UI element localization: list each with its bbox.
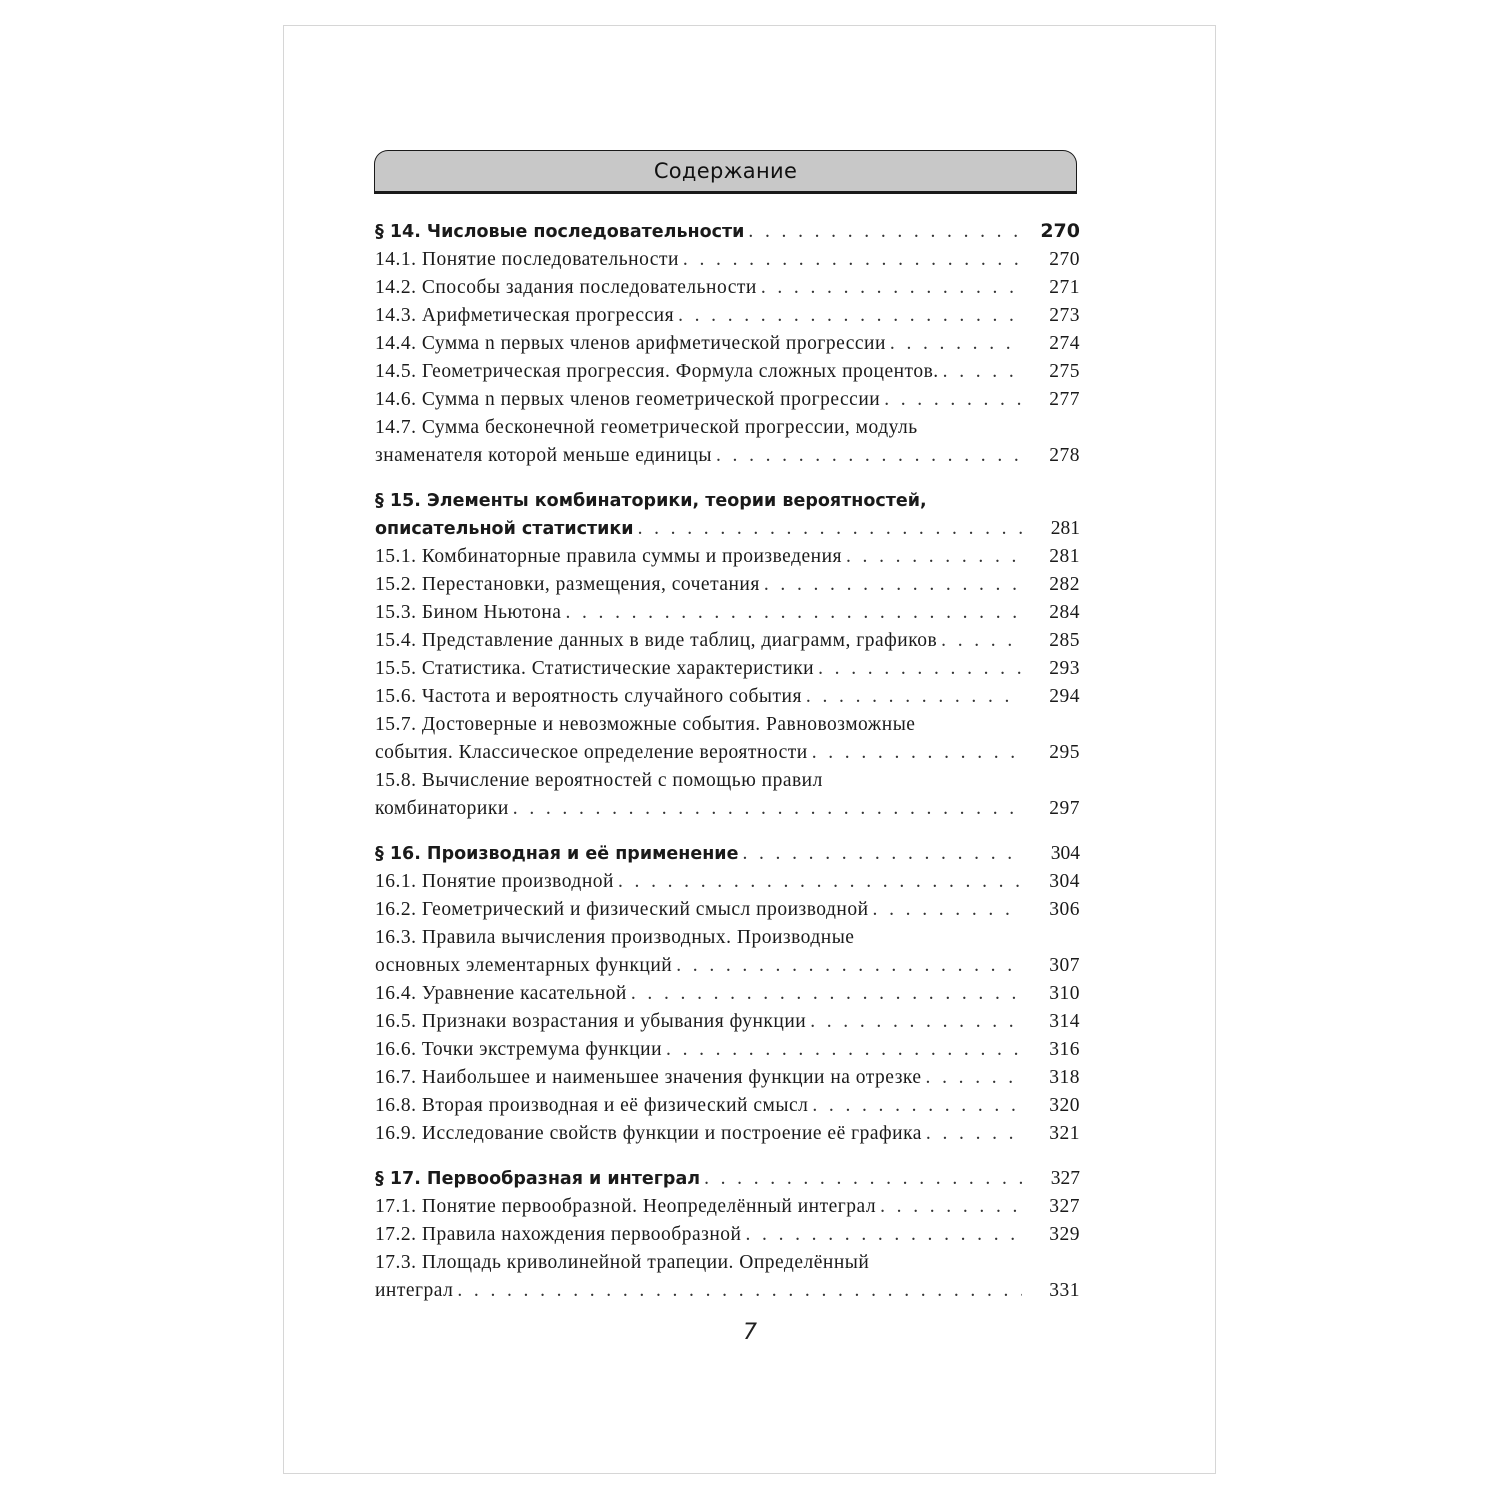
- dot-leader: [631, 980, 1022, 1008]
- entry-line: [375, 980, 1080, 1008]
- entry-title: 15.3. Бином Ньютона: [375, 602, 562, 623]
- entry-title: описательной статистики: [375, 519, 634, 539]
- dot-leader: [810, 1008, 1022, 1036]
- dot-leader: [638, 515, 1022, 543]
- entry-page-number: 331: [1049, 1280, 1080, 1301]
- toc-entry: [375, 1120, 1080, 1148]
- entry-page-number: 320: [1049, 1095, 1080, 1116]
- dot-leader: [457, 1277, 1022, 1305]
- toc-entry: [375, 302, 1080, 330]
- dot-leader: [846, 543, 1022, 571]
- entry-line: [375, 599, 1080, 627]
- entry-page-number: 327: [1049, 1196, 1080, 1217]
- entry-page-number: 285: [1049, 630, 1080, 651]
- toc-entry: [375, 1064, 1080, 1092]
- dot-leader: [565, 599, 1022, 627]
- entry-page-number: 316: [1049, 1039, 1080, 1060]
- entry-title-first-line: 15.8. Вычисление вероятностей с помощью правил: [375, 770, 823, 791]
- entry-page-number: 274: [1049, 333, 1080, 354]
- dot-leader: [873, 896, 1022, 924]
- toc-entry: [375, 274, 1080, 302]
- toc-entry: [375, 414, 1080, 470]
- entry-line: [375, 543, 1080, 571]
- toc-entry: [375, 1092, 1080, 1120]
- entry-title: 16.1. Понятие производной: [375, 871, 614, 892]
- entry-title: 16.2. Геометрический и физический смысл производной: [375, 899, 869, 920]
- toc-section: [375, 840, 1080, 1148]
- toc-entry: [375, 571, 1080, 599]
- dot-leader: [812, 739, 1022, 767]
- entry-line: [375, 442, 1080, 470]
- entry-title: 14.1. Понятие последовательности: [375, 249, 679, 270]
- entry-page-number: 318: [1049, 1067, 1080, 1088]
- entry-line: [375, 1008, 1080, 1036]
- toc-entry: [375, 1193, 1080, 1221]
- entry-line: [375, 739, 1080, 767]
- dot-leader: [676, 952, 1022, 980]
- entry-line: [375, 1165, 1080, 1193]
- section-heading: [375, 487, 1080, 543]
- entry-line: [375, 1064, 1080, 1092]
- contents-title: Содержание: [653, 159, 798, 183]
- entry-page-number: 293: [1049, 658, 1080, 679]
- entry-line: [375, 795, 1080, 823]
- dot-leader: [666, 1036, 1022, 1064]
- entry-page-number: 297: [1049, 798, 1080, 819]
- toc-entry: [375, 330, 1080, 358]
- toc-entry: [375, 711, 1080, 767]
- section-heading: [375, 217, 1080, 246]
- entry-title: знаменателя которой меньше единицы: [375, 445, 712, 466]
- toc-entry: [375, 980, 1080, 1008]
- entry-page-number: 270: [1049, 249, 1080, 270]
- entry-line: [375, 302, 1080, 330]
- entry-page-number: 277: [1049, 389, 1080, 410]
- entry-title: 15.2. Перестановки, размещения, сочетания: [375, 574, 760, 595]
- entry-page-number: 304: [1050, 843, 1080, 864]
- entry-line: [375, 655, 1080, 683]
- entry-title: 14.5. Геометрическая прогрессия. Формула сложных процентов.: [375, 361, 939, 382]
- entry-line: [375, 515, 1080, 543]
- toc-entry: [375, 1008, 1080, 1036]
- toc-entry: [375, 599, 1080, 627]
- dot-leader: [884, 386, 1022, 414]
- dot-leader: [742, 840, 1022, 868]
- entry-title: 17.2. Правила нахождения первообразной: [375, 1224, 742, 1245]
- dot-leader: [748, 218, 1022, 246]
- entry-page-number: 278: [1049, 445, 1080, 466]
- entry-line: [375, 896, 1080, 924]
- entry-line: [375, 1193, 1080, 1221]
- toc-section: [375, 217, 1080, 470]
- toc-entry: [375, 1221, 1080, 1249]
- toc-section: [375, 1165, 1080, 1305]
- dot-leader: [761, 274, 1022, 302]
- entry-page-number: 284: [1049, 602, 1080, 623]
- entry-line: [375, 1221, 1080, 1249]
- entry-title: § 17. Первообразная и интеграл: [375, 1169, 701, 1189]
- dot-leader: [943, 358, 1022, 386]
- dot-leader: [890, 330, 1022, 358]
- entry-line: [375, 386, 1080, 414]
- page-number: 7: [743, 1320, 757, 1345]
- dot-leader: [880, 1193, 1022, 1221]
- dot-leader: [806, 683, 1022, 711]
- dot-leader: [704, 1165, 1022, 1193]
- entry-line: [375, 1036, 1080, 1064]
- entry-page-number: 281: [1050, 518, 1080, 539]
- entry-title: 16.9. Исследование свойств функции и построение её графика: [375, 1123, 922, 1144]
- section-heading: [375, 1165, 1080, 1193]
- entry-page-number: 306: [1049, 899, 1080, 920]
- toc-entry: [375, 386, 1080, 414]
- entry-line: [375, 330, 1080, 358]
- entry-title: § 16. Производная и её применение: [375, 844, 739, 864]
- entry-page-number: 282: [1049, 574, 1080, 595]
- entry-title-first-line: § 15. Элементы комбинаторики, теории вероятностей,: [375, 491, 927, 511]
- entry-line: [375, 1277, 1080, 1305]
- entry-title: 16.8. Вторая производная и её физический смысл: [375, 1095, 809, 1116]
- entry-page-number: 270: [1040, 220, 1080, 242]
- entry-title: § 14. Числовые последовательности: [375, 222, 745, 242]
- contents-header: [374, 150, 1077, 194]
- toc-entry: [375, 868, 1080, 896]
- dot-leader: [926, 1064, 1022, 1092]
- dot-leader: [764, 571, 1022, 599]
- entry-line: [375, 217, 1080, 246]
- entry-title: интеграл: [375, 1280, 454, 1301]
- entry-title-first-line: 17.3. Площадь криволинейной трапеции. Определённый: [375, 1252, 870, 1273]
- entry-title: 16.6. Точки экстремума функции: [375, 1039, 663, 1060]
- toc-entry: [375, 924, 1080, 980]
- entry-line: [375, 571, 1080, 599]
- toc-entry: [375, 683, 1080, 711]
- entry-line: [375, 1120, 1080, 1148]
- toc-entry: [375, 627, 1080, 655]
- entry-title: 14.2. Способы задания последовательности: [375, 277, 757, 298]
- entry-page-number: 329: [1049, 1224, 1080, 1245]
- table-of-contents: [375, 217, 1080, 1322]
- toc-entry: [375, 767, 1080, 823]
- entry-line: [375, 627, 1080, 655]
- dot-leader: [716, 442, 1022, 470]
- entry-line: [375, 683, 1080, 711]
- entry-title: 14.3. Арифметическая прогрессия: [375, 305, 675, 326]
- entry-page-number: 307: [1049, 955, 1080, 976]
- entry-title: комбинаторики: [375, 798, 509, 819]
- entry-line: [375, 358, 1080, 386]
- entry-page-number: 314: [1049, 1011, 1080, 1032]
- entry-line: [375, 868, 1080, 896]
- entry-page-number: 294: [1049, 686, 1080, 707]
- entry-title: 15.6. Частота и вероятность случайного события: [375, 686, 802, 707]
- toc-section: [375, 487, 1080, 823]
- entry-line: [375, 1092, 1080, 1120]
- entry-page-number: 295: [1049, 742, 1080, 763]
- entry-title: события. Классическое определение вероятности: [375, 742, 808, 763]
- section-heading: [375, 840, 1080, 868]
- toc-entry: [375, 358, 1080, 386]
- entry-line: [375, 246, 1080, 274]
- entry-page-number: 304: [1049, 871, 1080, 892]
- entry-page-number: 321: [1049, 1123, 1080, 1144]
- entry-title: 16.5. Признаки возрастания и убывания функции: [375, 1011, 807, 1032]
- entry-title: 14.4. Сумма n первых членов арифметической прогрессии: [375, 333, 886, 354]
- toc-entry: [375, 655, 1080, 683]
- dot-leader: [812, 1092, 1022, 1120]
- entry-page-number: 281: [1049, 546, 1080, 567]
- toc-entry: [375, 543, 1080, 571]
- entry-page-number: 310: [1049, 983, 1080, 1004]
- entry-title: 16.4. Уравнение касательной: [375, 983, 627, 1004]
- entry-title: основных элементарных функций: [375, 955, 673, 976]
- dot-leader: [926, 1120, 1022, 1148]
- dot-leader: [941, 627, 1022, 655]
- entry-line: [375, 840, 1080, 868]
- toc-entry: [375, 896, 1080, 924]
- entry-page-number: 275: [1049, 361, 1080, 382]
- entry-title-first-line: 15.7. Достоверные и невозможные события. Равновозможные: [375, 714, 916, 735]
- entry-title-first-line: 16.3. Правила вычисления производных. Производные: [375, 927, 855, 948]
- dot-leader: [513, 795, 1022, 823]
- dot-leader: [618, 868, 1022, 896]
- toc-entry: [375, 1036, 1080, 1064]
- entry-title: 15.4. Представление данных в виде таблиц, диаграмм, графиков: [375, 630, 938, 651]
- entry-title: 16.7. Наибольшее и наименьшее значения функции на отрезке: [375, 1067, 922, 1088]
- dot-leader: [745, 1221, 1022, 1249]
- toc-entry: [375, 1249, 1080, 1305]
- dot-leader: [683, 246, 1022, 274]
- dot-leader: [818, 655, 1022, 683]
- entry-title: 15.1. Комбинаторные правила суммы и произведения: [375, 546, 842, 567]
- toc-entry: [375, 246, 1080, 274]
- entry-page-number: 271: [1049, 277, 1080, 298]
- dot-leader: [678, 302, 1022, 330]
- entry-line: [375, 952, 1080, 980]
- entry-page-number: 273: [1049, 305, 1080, 326]
- entry-title: 14.6. Сумма n первых членов геометрической прогрессии: [375, 389, 881, 410]
- entry-line: [375, 274, 1080, 302]
- entry-title: 17.1. Понятие первообразной. Неопределённый интеграл: [375, 1196, 877, 1217]
- entry-page-number: 327: [1050, 1168, 1080, 1189]
- entry-title: 15.5. Статистика. Статистические характеристики: [375, 658, 815, 679]
- entry-title-first-line: 14.7. Сумма бесконечной геометрической прогрессии, модуль: [375, 417, 918, 438]
